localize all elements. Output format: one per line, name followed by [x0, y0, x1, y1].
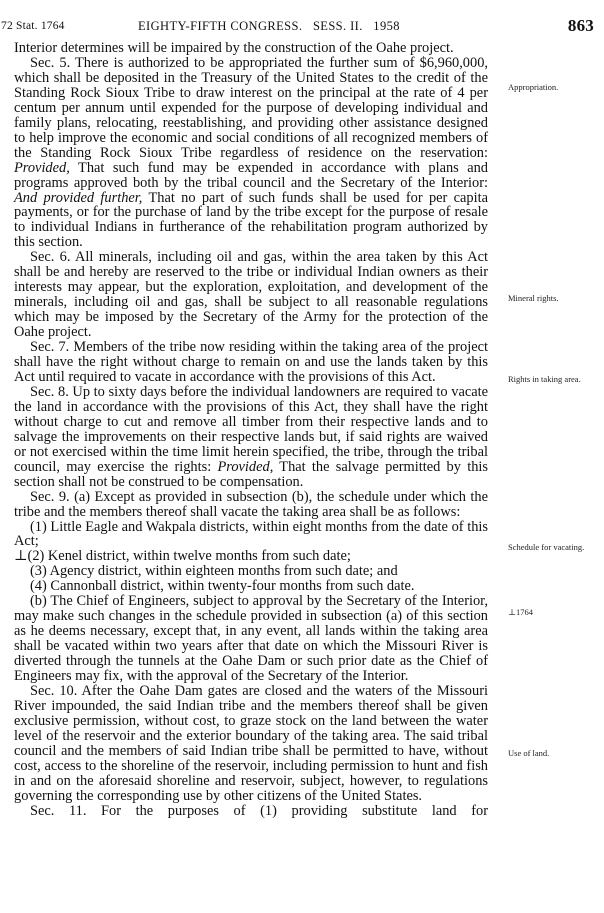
section-8-text-b: That the salvage permitted by this section shall not be construed to be compensation. [14, 458, 488, 490]
section-8-text-a: Sec. 8. Up to sixty days before the individual landowners are required to vacate the land in accordance with the provisions of this Act, they shall have the right without charge to cut and remove all timber from their respective lands and to salvage the improvements on their respective lands but, if said rights are waived or not exercised within the time limit herein specified, the tribe, through the tribal council, may exercise the rights: [14, 383, 488, 475]
section-6: Sec. 6. All minerals, including oil and gas, within the area taken by this Act shall be and hereby are reserved to the tribe or individual Indian owners as their interests may appear, but the exploration, exploitation, and development of the minerals, including oil and gas, shall be subject to all reasonable regulations which may be imposed by the Secretary of the Army for the protection of the Oahe project. [14, 249, 488, 341]
section-5-text-a: Sec. 5. There is authorized to be appropriated the further sum of $6,960,000, which shall be deposited in the Treasury of the United States to the credit of the Standing Rock Sioux Tribe to draw interest on the principal at the rate of 4 per centum per annum until expended for the purpose of developing individual and family plans, relocating, reestablishing, and providing other assistance designed to help improve the economic and social conditions of all recognized members of the Standing Rock Sioux Tribe regardless of residence on the reservation: [14, 54, 488, 161]
proviso-further-label: And provided further, [14, 189, 143, 206]
page-number: 863 [567, 16, 594, 35]
margin-note-page-marker: ⊥1764 [508, 607, 533, 617]
margin-note-schedule-for-vacating: Schedule for vacating. [508, 542, 585, 552]
section-5-text-c: That no part of such funds shall be used for per capita payments, or for the purchase of land by the tribe except for the purpose of resale to individual Indians in furtherance of the rehabilitation program authorized by this section. [14, 189, 488, 251]
schedule-item-3: (3) Agency district, within eighteen months from such date; and [30, 563, 398, 580]
schedule-item-4: (4) Cannonball district, within twenty-four months from such date. [30, 578, 415, 595]
schedule-item-2: ⊥(2) Kenel district, within twelve months from such date; [14, 548, 351, 565]
section-9a: Sec. 9. (a) Except as provided in subsection (b), the schedule under which the tribe and the members thereof shall vacate the taking area shall be as follows: [14, 488, 488, 520]
stat-reference: 72 Stat. 1764 [1, 20, 65, 32]
section-9b: (b) The Chief of Engineers, subject to approval by the Secretary of the Interior, may make such changes in the schedule provided in subsection (a) of this section as he deems necessary, except that, in any event, all lands within the taking area shall be vacated within two years after that date on which the Missouri River is diverted through the tunnels at the Oahe Dam or such prior date as the Chief of Engineers may fix, with the approval of the Secretary of the Interior. [14, 593, 488, 685]
margin-note-rights-in-taking-area: Rights in taking area. [508, 374, 581, 384]
section-5 [14, 56, 488, 250]
schedule-item-1: (1) Little Eagle and Wakpala districts, within eight months from the date of this Act; [14, 518, 488, 550]
proviso-label: Provided, [217, 458, 274, 475]
section-10: Sec. 10. After the Oahe Dam gates are closed and the waters of the Missouri River impounded, the said Indian tribe and the members thereof shall be given exclusive permission, without cost, to graze stock on the land between the water level of the reservoir and the exterior boundary of the taking area. The said tribal council and the members of said Indian tribe shall be permitted to have, without cost, access to the shoreline of the reservoir, including permission to hunt and fish in and on the aforesaid shoreline and reservoir, subject, however, to regulations governing the corresponding use by other citizens of the United States. [14, 682, 488, 804]
statute-body [14, 41, 488, 819]
margin-note-appropriation: Appropriation. [508, 82, 559, 92]
running-title: EIGHTY-FIFTH CONGRESS. SESS. II. 1958 [138, 19, 400, 33]
margin-note-mineral-rights: Mineral rights. [508, 293, 559, 303]
proviso-label: Provided, [14, 159, 70, 176]
section-7: Sec. 7. Members of the tribe now residing within the taking area of the project shall have the right without charge to remain on and use the lands taken by this Act until required to vacate in accordance with the provisions of this Act. [14, 339, 488, 385]
section-5-text-b: That such fund may be expended in accordance with plans and programs approved both by the tribal council and the Secretary of the Interior: [14, 159, 488, 191]
section-11: Sec. 11. For the purposes of (1) providing substitute land for [30, 802, 488, 819]
page-header [0, 16, 600, 36]
section-8 [14, 385, 488, 490]
margin-note-use-of-land: Use of land. [508, 748, 550, 758]
paragraph-continuation: Interior determines will be impaired by the construction of the Oahe project. [14, 40, 454, 56]
